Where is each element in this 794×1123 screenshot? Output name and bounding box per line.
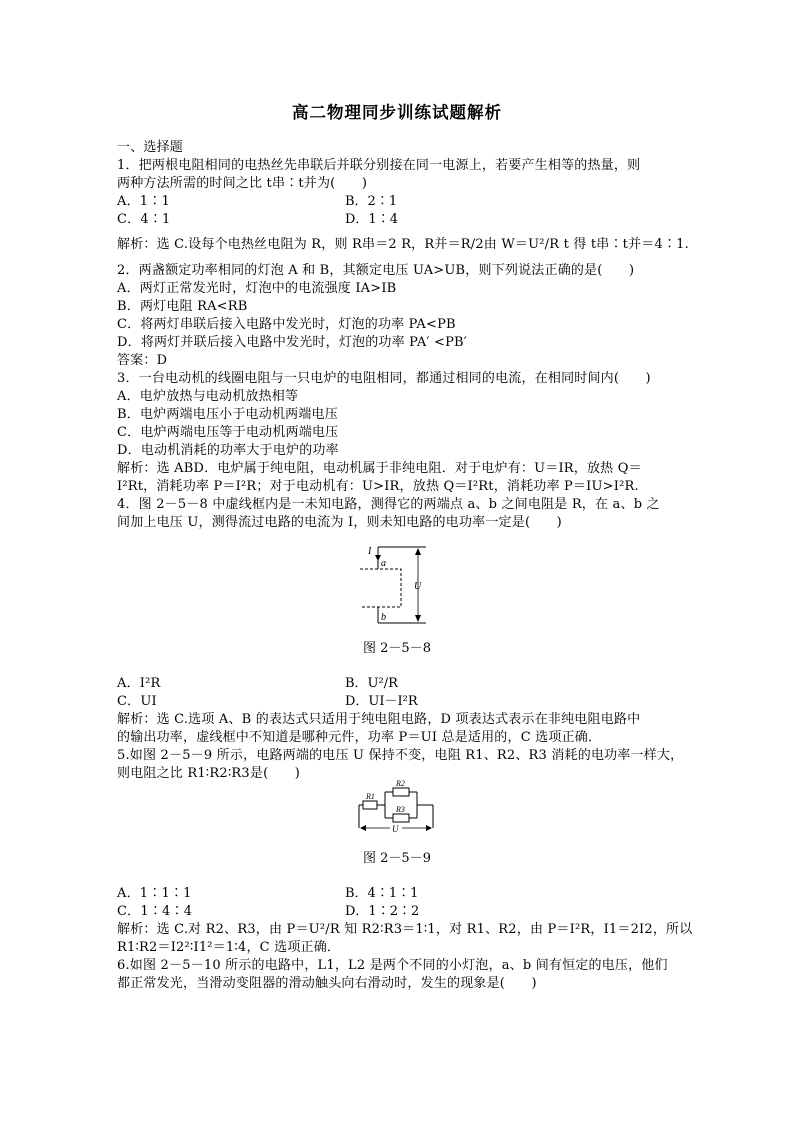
q1-analysis: 解析：选 C.设每个电热丝电阻为 R，则 R串＝2 R，R并＝R/2由 W＝U²/R t 得 t串∶t并＝4∶1.: [117, 237, 689, 252]
q3-option-d: D．电动机消耗的功率大于电炉的功率: [117, 443, 339, 458]
q5-option-b: B．4∶1∶1: [345, 886, 419, 901]
q2-stem: 2．两盏额定功率相同的灯泡 A 和 B，其额定电压 UA>UB，则下列说法正确的是( ): [117, 263, 635, 278]
figure-2-5-9: [355, 778, 441, 848]
q6-stem-line1: 6.如图 2－5－10 所示的电路中，L1，L2 是两个不同的小灯泡，a、b 间有恒定的电压，他们: [117, 958, 668, 973]
q5-option-c: C．1∶4∶4: [117, 904, 193, 919]
q3-option-c: C．电炉两端电压等于电动机两端电压: [117, 425, 339, 440]
document-title: 高二物理同步训练试题解析: [292, 103, 502, 122]
voltage-arrow-down-icon: [415, 615, 421, 622]
q5-stem-line2: 则电阻之比 R1∶R2∶R3是( ): [117, 766, 301, 781]
q3-option-a: A．电炉放热与电动机放热相等: [117, 389, 299, 404]
q1-option-a: A．1∶1: [117, 194, 170, 209]
q2-option-b: B．两灯电阻 RA<RB: [117, 299, 248, 314]
q2-option-d: D．将两灯并联后接入电路中发光时，灯泡的功率 PA′ <PB′: [117, 335, 467, 350]
q4-option-d: D．UI－I²R: [345, 694, 418, 709]
q3-analysis-line1: 解析：选 ABD．电炉属于纯电阻，电动机属于非纯电阻．对于电炉有：U＝IR，放热 Q＝: [117, 461, 642, 476]
q5-option-d: D．1∶2∶2: [345, 904, 420, 919]
voltage-arrow-right-icon: [426, 825, 432, 831]
q3-stem: 3．一台电动机的线圈电阻与一只电炉的电阻相同，都通过相同的电流，在相同时间内( ): [117, 371, 651, 386]
q1-stem-line1: 1．把两根电阻相同的电热丝先串联后并联分别接在同一电源上，若要产生相等的热量，则: [117, 158, 641, 173]
q1-option-b: B．2∶1: [345, 194, 398, 209]
current-label: I: [368, 546, 372, 557]
q1-option-c: C．4∶1: [117, 212, 171, 227]
resistor-r2: [393, 788, 409, 796]
q2-option-a: A．两灯正常发光时，灯泡中的电流强度 IA>IB: [117, 281, 397, 296]
figure-2-5-8: [360, 535, 440, 635]
terminal-b-label: b: [381, 612, 386, 623]
q4-option-a: A．I²R: [117, 676, 161, 691]
q4-analysis-line1: 解析：选 C.选项 A、B 的表达式只适用于纯电阻电路，D 项表达式表示在非纯电阻电路中: [117, 712, 641, 727]
voltage-label: U: [392, 824, 399, 834]
q4-analysis-line2: 的输出功率，虚线框中不知道是哪种元件，功率 P＝UI 总是适用的，C 选项正确．: [117, 730, 602, 745]
q2-option-c: C．将两灯串联后接入电路中发光时，灯泡的功率 PA<PB: [117, 317, 456, 332]
q5-stem-line1: 5.如图 2－5－9 所示，电路两端的电压 U 保持不变，电阻 R1、R2、R3 消耗的电功率一样大，: [117, 748, 684, 763]
r3-label: R3: [396, 805, 405, 814]
resistor-r1: [363, 801, 377, 809]
figure-2-5-8-caption: 图 2－5－8: [363, 641, 431, 656]
q4-option-b: B．U²/R: [345, 676, 398, 691]
voltage-label: U: [414, 581, 422, 592]
voltage-arrow-left-icon: [360, 825, 366, 831]
q4-stem-line1: 4．图 2－5－8 中虚线框内是一未知电路，测得它的两端点 a、b 之间电阻是 R，在 a、b 之: [117, 497, 660, 512]
q5-analysis-line1: 解析：选 C.对 R2、R3，由 P＝U²/R 知 R2∶R3＝1∶1，对 R1、R2，由 P＝I²R，I1＝2I2，所以: [117, 922, 693, 937]
q1-option-d: D．1∶4: [345, 212, 398, 227]
q5-option-a: A．1∶1∶1: [117, 886, 192, 901]
q5-analysis-line2: R1∶R2＝I2²∶I1²＝1∶4，C 选项正确．: [117, 940, 341, 955]
q3-option-b: B．电炉两端电压小于电动机两端电压: [117, 407, 338, 422]
r2-label: R2: [396, 779, 405, 788]
q4-option-c: C．UI: [117, 694, 157, 709]
q2-answer: 答案：D: [117, 353, 168, 368]
r1-label: R1: [366, 792, 375, 801]
q3-analysis-line2: I²Rt，消耗功率 P＝I²R；对于电动机有：U>IR，放热 Q＝I²Rt，消耗功率 P＝IU>I²R.: [117, 479, 639, 494]
q4-stem-line2: 间加上电压 U，测得流过电路的电流为 I，则未知电路的电功率一定是( ): [117, 515, 562, 530]
voltage-arrow-up-icon: [415, 548, 421, 555]
resistor-r3: [393, 814, 409, 822]
figure-2-5-9-caption: 图 2－5－9: [363, 851, 431, 866]
unknown-circuit-box: [360, 569, 401, 607]
terminal-a-label: a: [381, 558, 386, 569]
section-heading: 一、选择题: [117, 140, 184, 155]
q1-stem-line2: 两种方法所需的时间之比 t串∶t并为( ): [117, 176, 368, 191]
q6-stem-line2: 都正常发光，当滑动变阻器的滑动触头向右滑动时，发生的现象是( ): [117, 976, 537, 991]
